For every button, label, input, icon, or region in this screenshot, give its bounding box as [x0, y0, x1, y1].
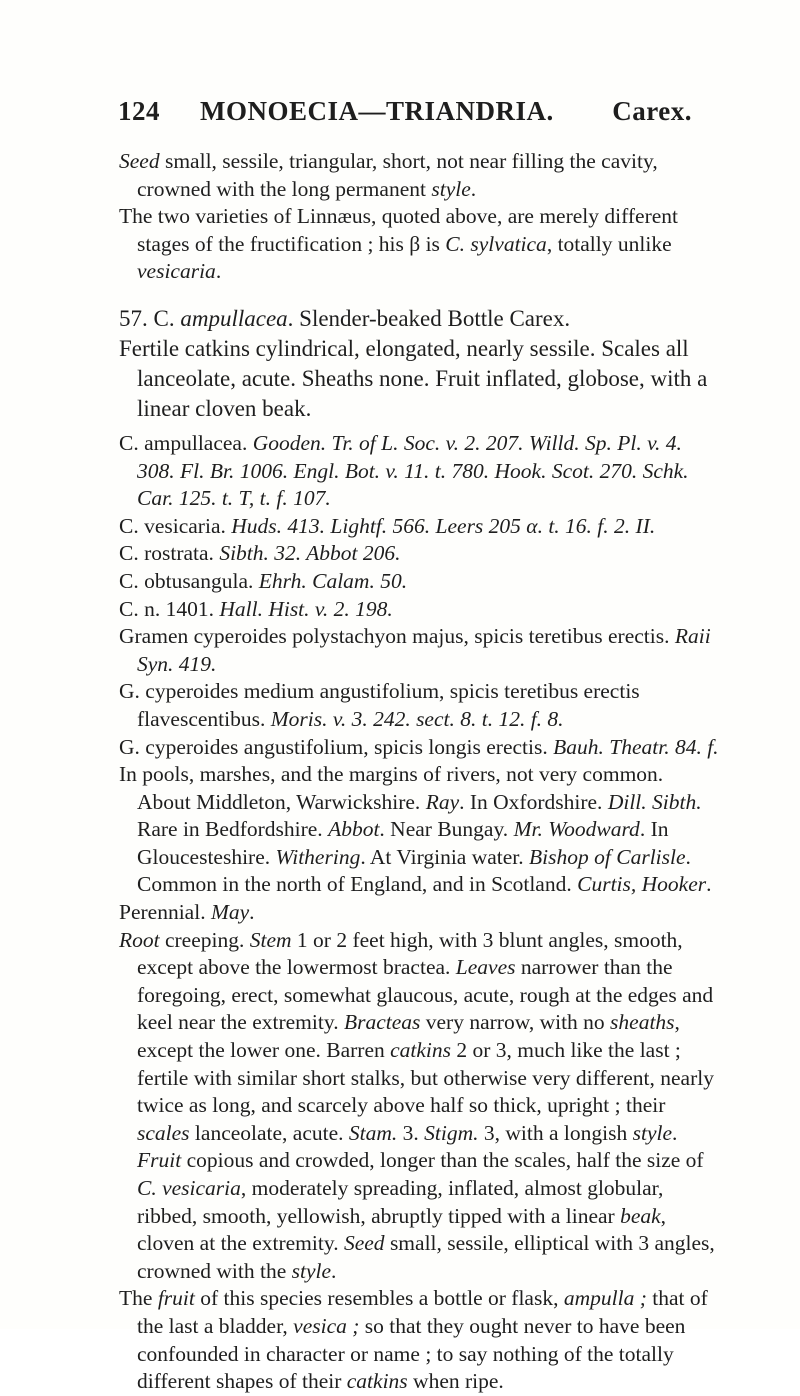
desc-text: . [331, 1258, 337, 1283]
varieties-text-e: . [215, 259, 222, 284]
closing-text: so that they ought never to have been confounded in character or name ; to say nothing of the totally different shapes of their [137, 1313, 686, 1394]
synonym-name: C. rostrata. [119, 541, 214, 566]
habitat-authority: Mr. Woodward [513, 817, 640, 842]
intro-seed-paragraph [119, 148, 719, 203]
synonym-entry [119, 678, 719, 733]
term: C. vesicaria [137, 1176, 241, 1200]
term: Root [119, 927, 160, 952]
desc-text: 2 or 3, much like the last ; fertile with similar short stalks, but otherwise very different, nearly twice as long, and scarcely above half so thick, upright ; their [137, 1038, 714, 1118]
term: Stam. [348, 1120, 398, 1145]
synonym-reference: Raii Syn. 419. [137, 624, 711, 676]
varieties-text-b: C. sylvatica [445, 231, 547, 256]
synonym-name: G. cyperoides angustifolium, spicis longis erectis. [119, 734, 548, 759]
page-body [119, 148, 719, 1396]
desc-text: narrower than the foregoing, erect, somewhat glaucous, acute, rough at the edges and keel near the extremity. [137, 955, 714, 1035]
species-number: 57. C. [119, 305, 175, 331]
species-common-name: . Slender-beaked Bottle Carex. [287, 305, 571, 331]
closing-text: that of the last a bladder, [137, 1286, 708, 1338]
habitat-authority: Abbot [328, 817, 380, 842]
synonym-entry [119, 540, 719, 568]
synonym-entry [119, 430, 719, 513]
closing-paragraph [119, 1285, 719, 1395]
closing-term: fruit [157, 1286, 195, 1311]
closing-text: when ripe. [407, 1369, 504, 1394]
term: scales [137, 1120, 190, 1145]
desc-text: small, sessile, elliptical with 3 angles, crowned with the [137, 1231, 715, 1283]
period: . [470, 176, 477, 201]
species-heading [119, 304, 719, 334]
habitat-text: Rare in Bedfordshire. [137, 817, 329, 842]
synonym-reference: Huds. 413. Lightf. 566. Leers 205 α. t. 16. f. 2. II. [231, 513, 656, 538]
closing-text: of this species resembles a bottle or flask, [194, 1286, 564, 1311]
term: style [291, 1258, 332, 1283]
term: Bracteas [343, 1010, 421, 1035]
desc-text: copious and crowded, longer than the scales, half the size of [181, 1148, 704, 1173]
term: Stigm. [424, 1120, 479, 1145]
synonym-name: C. n. 1401. [119, 596, 214, 621]
varieties-text-c: , totally unlike [546, 231, 672, 256]
synonym-reference: Ehrh. Calam. 50. [258, 568, 408, 593]
closing-term: catkins [346, 1369, 408, 1394]
long-description-paragraph [119, 927, 719, 1286]
varieties-text-a: The two varieties of Linnæus, quoted above, are merely different stages of the fructification ; his β is [119, 204, 679, 256]
desc-text: 1 or 2 feet high, with 3 blunt angles, smooth, except above the lowermost bractea. [137, 927, 683, 980]
synonym-reference: Gooden. Tr. of L. Soc. v. 2. 207. Willd. Sp. Pl. v. 4. 308. Fl. Br. 1006. Engl. Bot. v. 11. t. 780. Hook. Scot. 270. Schk. Car. 125. t. T, t. f. 107. [137, 430, 689, 511]
term: catkins [390, 1038, 452, 1063]
term: Seed [343, 1231, 385, 1256]
synonym-reference: Bauh. Theatr. 84. f. [553, 734, 719, 759]
desc-text: 3, with a longish [478, 1120, 633, 1145]
flowering-month: May [210, 900, 250, 925]
synonym-name: C. vesicaria. [119, 513, 226, 538]
habitat-text: . Near Bungay. [379, 817, 514, 842]
style-term: style [431, 176, 471, 201]
habitat-text: . In Gloucesteshire. [137, 817, 669, 869]
duration-text: Perennial. [119, 900, 211, 925]
running-genus: Carex. [612, 96, 692, 126]
habitat-authority: Bishop of Carlisle [529, 844, 686, 869]
synonym-name: G. cyperoides medium angustifolium, spicis teretibus erectis flavescentibus. [119, 679, 640, 731]
desc-text: very narrow, with no [420, 1010, 611, 1035]
term: Stem [249, 927, 292, 952]
running-header [118, 96, 692, 136]
seed-text: small, sessile, triangular, short, not near filling the cavity, crowned with the long permanent [137, 149, 658, 201]
habitat-text: . In Oxfordshire. [459, 789, 608, 814]
synonym-entry [119, 513, 719, 541]
seed-term: Seed [119, 149, 160, 173]
varieties-text-d: vesicaria [137, 259, 216, 284]
synonym-entry [119, 623, 719, 678]
habitat-authority: Ray [425, 789, 460, 814]
page-number: 124 [118, 96, 160, 126]
running-title: MONOECIA—TRIANDRIA. [200, 96, 554, 126]
desc-text: , except the lower one. Barren [137, 1010, 680, 1063]
duration-line [119, 899, 719, 927]
desc-text: , moderately spreading, inflated, almost globular, ribbed, smooth, yellowish, abruptly tipped with a linear [137, 1176, 664, 1228]
term: sheaths [610, 1010, 675, 1035]
varieties-paragraph [119, 203, 719, 286]
habitat-authority: Withering [275, 844, 361, 869]
term: style [632, 1120, 673, 1145]
habitat-text: . [706, 872, 712, 897]
desc-text: 3. [397, 1120, 425, 1145]
desc-text: creeping. [159, 927, 250, 952]
species-name: ampullacea [180, 305, 288, 331]
habitat-authority: Dill. Sibth. [607, 789, 702, 814]
synonym-name: Gramen cyperoides polystachyon majus, spicis teretibus erectis. [119, 624, 670, 649]
habitat-text: . At Virginia water. [360, 844, 530, 869]
term: Fruit [137, 1148, 182, 1173]
habitat-paragraph [119, 761, 719, 899]
desc-text: , cloven at the extremity. [137, 1203, 667, 1256]
species-description: Fertile catkins cylindrical, elongated, nearly sessile. Scales all lanceolate, acute. Sheaths none. Fruit inflated, globose, with a linear cloven beak. [119, 335, 708, 421]
synonym-reference: Sibth. 32. Abbot 206. [219, 541, 401, 566]
closing-text: The [119, 1286, 158, 1311]
habitat-text: In pools, marshes, and the margins of rivers, not very common. About Middleton, Warwickshire. [119, 762, 664, 814]
period: . [249, 900, 255, 925]
desc-text: lanceolate, acute. [189, 1120, 349, 1145]
term: beak [620, 1203, 661, 1228]
synonym-entry [119, 596, 719, 624]
habitat-text: . Common in the north of England, and in Scotland. [137, 844, 691, 897]
closing-term: vesica ; [293, 1313, 360, 1338]
habitat-authority: Curtis, Hooker [577, 872, 707, 897]
synonym-reference: Moris. v. 3. 242. sect. 8. t. 12. f. 8. [270, 706, 564, 731]
closing-term: ampulla ; [563, 1286, 647, 1311]
desc-text: . [672, 1120, 678, 1145]
synonym-entry [119, 568, 719, 596]
synonym-reference: Hall. Hist. v. 2. 198. [219, 596, 393, 621]
synonym-name: C. ampullacea. [119, 430, 248, 455]
synonym-list [119, 430, 719, 761]
synonym-entry [119, 734, 719, 762]
synonym-name: C. obtusangula. [119, 568, 254, 593]
term: Leaves [455, 955, 516, 980]
